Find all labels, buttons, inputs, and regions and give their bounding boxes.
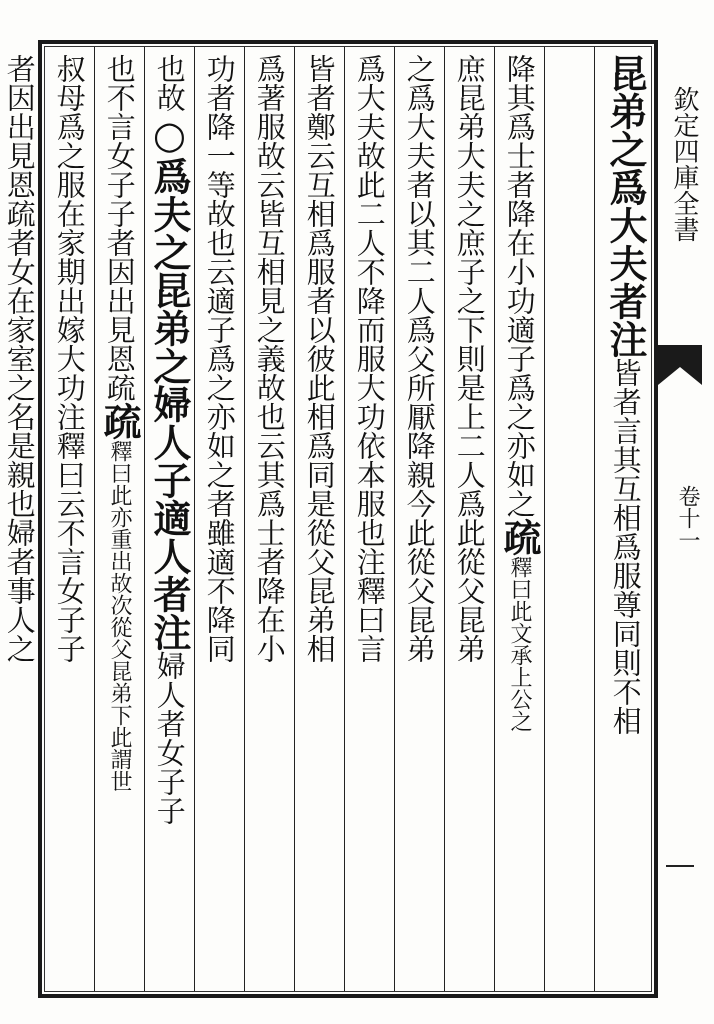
annotation-text: 釋曰此亦重出故次從父昆弟下此謂世 [107,440,132,792]
main-text: 疏 [497,518,542,556]
column-rule [594,47,595,991]
fishtail-mark [658,345,702,385]
text-column-3 [444,54,494,984]
commentary-text: 皆者言其互相爲服尊同則不相 [608,358,643,735]
text-column-8 [194,54,244,984]
book-title: 欽定四庫全書 [669,86,699,242]
text-column-1 [600,54,650,984]
commentary-text: 爲著服故云皆互相見之義故也云其爲士者降在小 [252,54,287,663]
commentary-text: 皆者鄭云互相爲服者以彼此相爲同是從父昆弟相 [302,54,337,663]
column-rule [544,47,545,991]
volume-label: 卷十一 [675,485,700,551]
commentary-text: 也故 [152,54,187,112]
margin-dash [666,865,694,867]
text-column-10 [94,54,144,984]
text-column-6 [294,54,344,984]
page-margin [658,40,714,998]
commentary-text: 降其爲士者降在小功適子爲之亦如之 [502,54,537,518]
text-column-11 [44,54,94,984]
commentary-text: 叔母爲之服在家期出嫁大功注釋曰云不言女子子 [52,54,87,663]
commentary-text: 功者降一等故也云適子爲之亦如之者雖適不降同 [202,54,237,663]
main-text: 昆弟之爲大夫者注 [603,54,648,358]
commentary-text: 也不言女子子者因出見恩疏 [102,54,137,402]
annotation-text: 釋曰此文承上公之 [507,556,532,732]
commentary-text: 之爲大夫者以其二人爲父所厭降親今此從父昆弟 [402,54,437,663]
commentary-text: 者因出見恩疏者女在家室之名是親也婦者事人之 [2,54,37,663]
text-column-2 [494,54,544,984]
text-column-4 [394,54,444,984]
commentary-text: 庶昆弟大夫之庶子之下則是上二人爲此從父昆弟 [452,54,487,663]
commentary-text: 婦人者女子子 [152,651,187,825]
text-column-7 [244,54,294,984]
commentary-text: 爲大夫故此二人不降而服大功依本服也注釋曰言 [352,54,387,663]
text-column-9 [144,54,194,984]
main-text: 疏 [97,402,142,440]
text-column-12 [0,54,44,984]
text-column-5 [344,54,394,984]
main-text: ○爲夫之昆弟之婦人子適人者注 [147,112,192,651]
